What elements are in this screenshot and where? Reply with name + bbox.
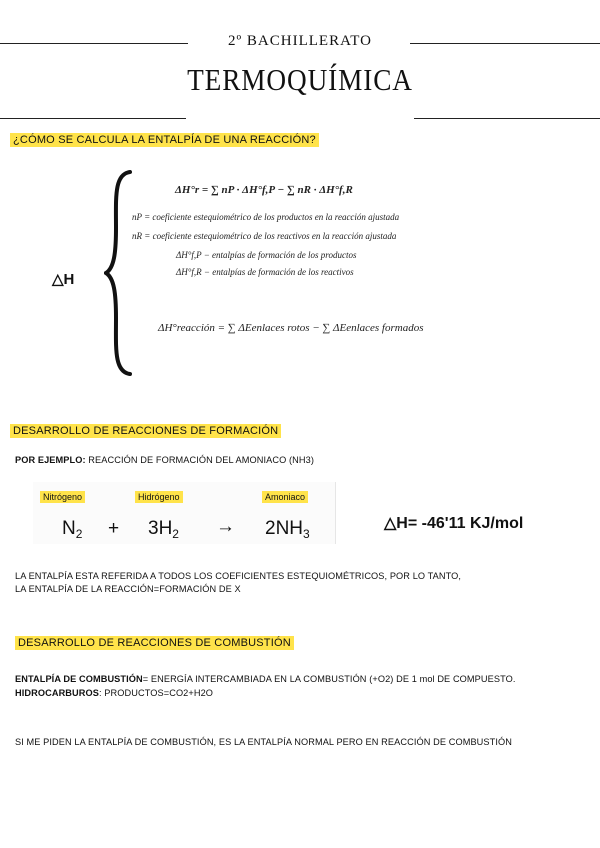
chip-hydrogen: Hidrógeno xyxy=(135,491,183,503)
example-text: REACCIÓN DE FORMACIÓN DEL AMONIACO (NH3) xyxy=(85,455,315,465)
definition-nr: nR = coeficiente estequiométrico de los reactivos en la reacción ajustada xyxy=(132,231,397,241)
n2-symbol: N xyxy=(62,518,76,539)
formula-h2 xyxy=(148,518,179,541)
note-line-1: LA ENTALPÍA ESTA REFERIDA A TODOS LOS COEFICIENTES ESTEQUIOMÉTRICOS, POR LO TANTO, xyxy=(15,571,462,581)
hydrocarbon-text: : PRODUCTOS=CO2+H2O xyxy=(99,688,214,698)
h2-subscript: 2 xyxy=(172,527,179,541)
definition-dhf-reactants: ΔH°f,R − entalpías de formación de los reactivos xyxy=(176,267,354,277)
chip-nitrogen: Nitrógeno xyxy=(40,491,85,503)
combustion-text: = ENERGÍA INTERCAMBIADA EN LA COMBUSTIÓN (+O2) DE 1 mol DE COMPUESTO. xyxy=(142,674,516,684)
example-label: POR EJEMPLO: xyxy=(15,455,86,465)
combustion-definition xyxy=(15,674,516,684)
combustion-note: SI ME PIDEN LA ENTALPÍA DE COMBUSTIÓN, ES LA ENTALPÍA NORMAL PERO EN REACCIÓN DE COMBUSTIÓN xyxy=(15,737,512,747)
formation-enthalpy-value: △H= -46'11 KJ/mol xyxy=(384,515,524,532)
title-rule-left xyxy=(0,118,186,119)
formula-n2 xyxy=(62,518,82,541)
title-rule-right xyxy=(414,118,600,119)
course-label: 2º BACHILLERATO xyxy=(228,33,372,49)
n2-subscript: 2 xyxy=(75,527,83,541)
hydrocarbon-term: HIDROCARBUROS xyxy=(15,688,99,698)
hydrocarbon-definition xyxy=(15,688,213,698)
reaction-arrow: → xyxy=(216,516,235,537)
combustion-term: ENTALPÍA DE COMBUSTIÓN xyxy=(15,674,143,684)
example-line xyxy=(15,455,314,465)
note-line-2: LA ENTALPÍA DE LA REACCIÓN=FORMACIÓN DE X xyxy=(15,584,241,594)
curly-brace xyxy=(104,168,134,378)
plus-sign: + xyxy=(108,518,120,539)
definition-np: nP = coeficiente estequiométrico de los productos en la reacción ajustada xyxy=(132,212,400,222)
section-heading-enthalpy: ¿CÓMO SE CALCULA LA ENTALPÍA DE UNA REACCIÓN? xyxy=(10,133,319,147)
formula-standard-enthalpy: ΔH°r = ∑ nP · ΔH°f,P − ∑ nR · ΔH°f,R xyxy=(175,184,353,196)
page-title: TERMOQUÍMICA xyxy=(187,62,413,97)
formula-nh3 xyxy=(265,518,310,541)
delta-h-label: △H xyxy=(52,271,75,288)
nh3-symbol: 2NH xyxy=(265,518,304,539)
h2-symbol: 3H xyxy=(148,518,173,539)
chip-ammonia: Amoniaco xyxy=(262,491,308,503)
section-heading-combustion: DESARROLLO DE REACCIONES DE COMBUSTIÓN xyxy=(15,636,294,650)
nh3-subscript: 3 xyxy=(303,527,310,541)
definition-dhf-products: ΔH°f,P − entalpías de formación de los productos xyxy=(176,250,357,260)
formula-bond-enthalpy: ΔH°reacción = ∑ ΔEenlaces rotos − ∑ ΔEenlaces formados xyxy=(158,322,424,334)
section-heading-formation: DESARROLLO DE REACCIONES DE FORMACIÓN xyxy=(10,424,281,438)
